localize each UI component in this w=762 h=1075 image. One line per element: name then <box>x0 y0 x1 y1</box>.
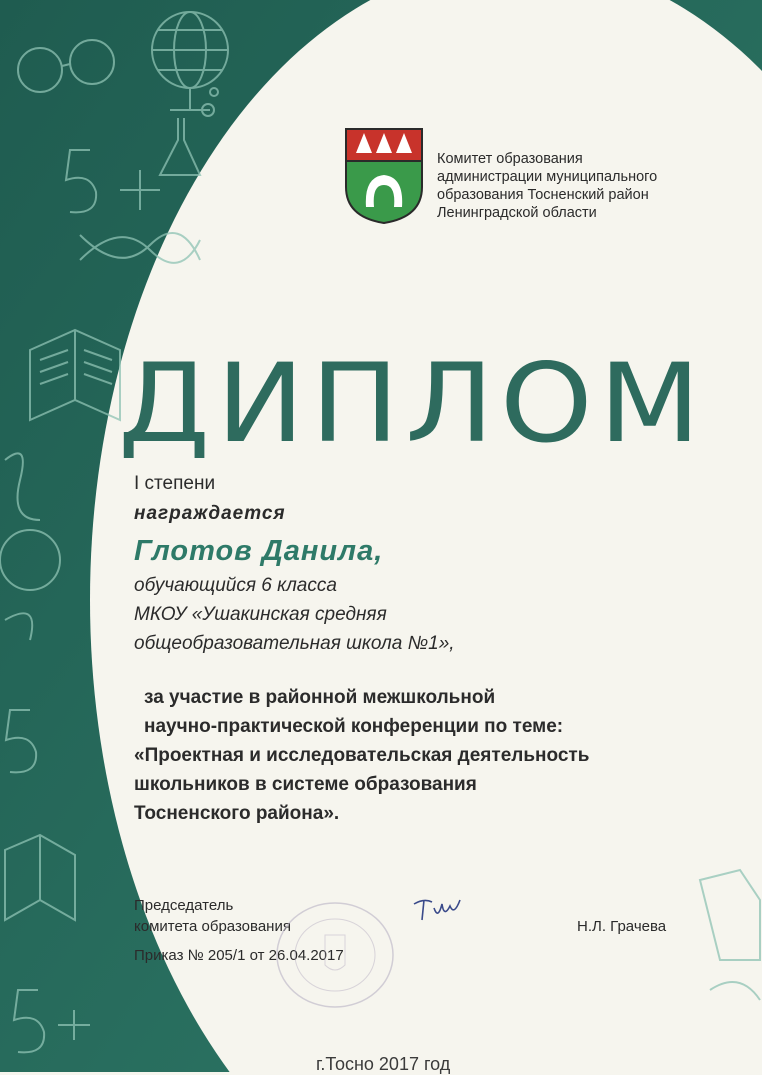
degree-label: I степени <box>134 473 216 494</box>
student-line: обучающийся 6 класса <box>134 575 337 596</box>
award-reason <box>134 683 589 828</box>
stamp-icon <box>270 895 400 1015</box>
reason-line: «Проектная и исследовательская деятельность <box>134 745 590 766</box>
organization-line: Комитет образования <box>437 151 583 167</box>
student-line: общеобразовательная школа №1», <box>134 633 455 654</box>
reason-line: Тосненского района». <box>134 803 340 824</box>
signatory-position: Председатель <box>134 897 234 914</box>
recipient-name: Глотов Данила, <box>134 535 384 567</box>
reason-line: за участие в районной межшкольной <box>144 687 496 708</box>
organization-line: образования Тосненский район <box>437 187 649 203</box>
signatory-name: Н.Л. Грачева <box>577 918 667 935</box>
coat-of-arms-icon <box>344 127 424 225</box>
city-year: г.Тосно 2017 год <box>316 1054 451 1074</box>
reason-line: школьников в системе образования <box>134 774 477 795</box>
organization-line: Ленинградской области <box>437 205 597 221</box>
awarded-label: награждается <box>134 503 286 524</box>
signatory-position: комитета образования <box>134 918 291 935</box>
organization-line: администрации муниципального <box>437 169 658 185</box>
signature-icon <box>410 890 470 930</box>
organization-name <box>437 150 657 222</box>
reason-line: научно-практической конференции по теме: <box>144 716 564 737</box>
student-line: МКОУ «Ушакинская средняя <box>134 604 387 625</box>
document-title: ДИПЛОМ <box>118 339 707 467</box>
order-reference: Приказ № 205/1 от 26.04.2017 <box>134 947 344 964</box>
